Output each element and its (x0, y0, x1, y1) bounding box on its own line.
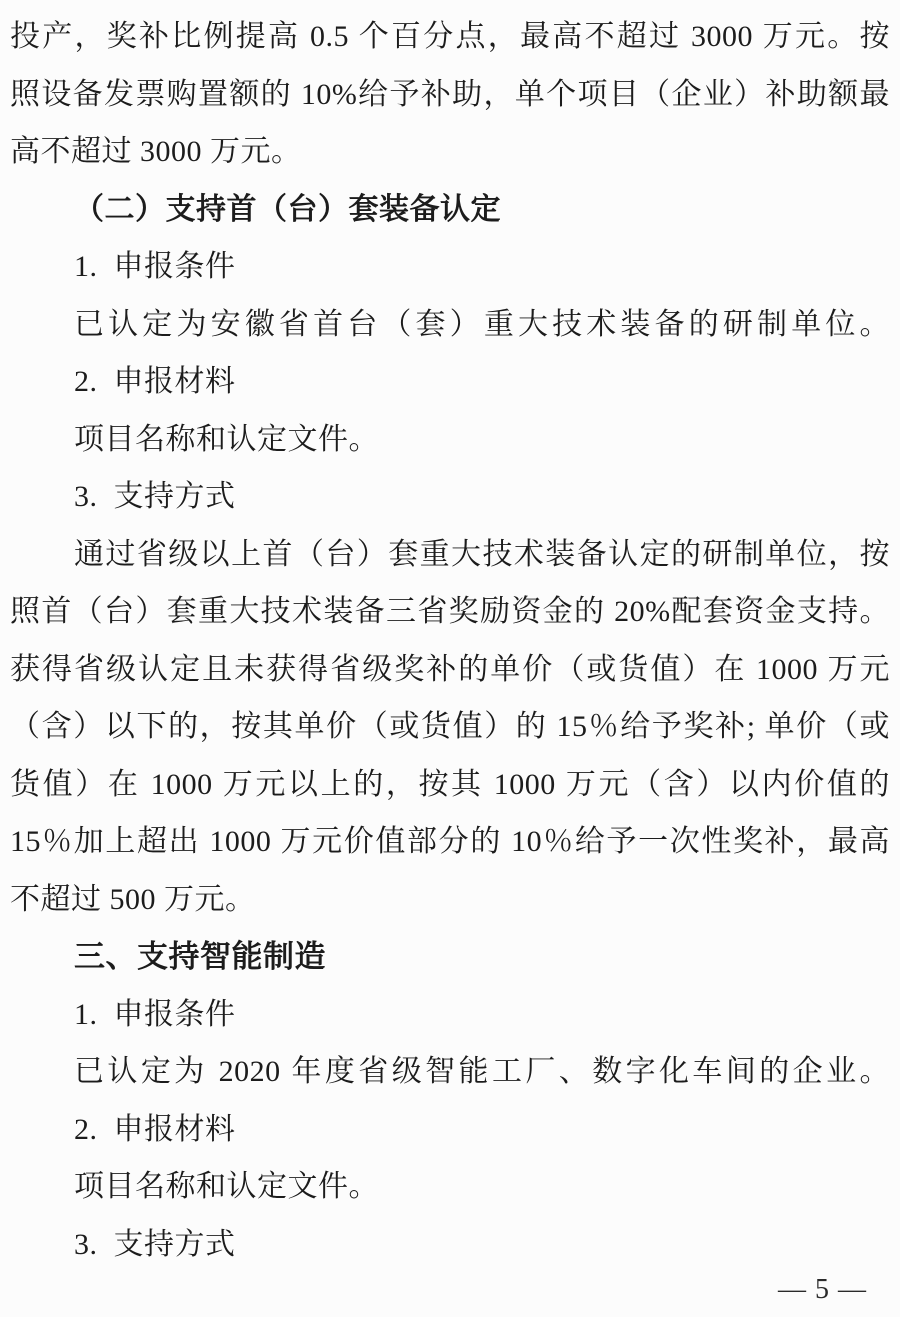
paragraph-line: （含）以下的，按其单价（或货值）的 15％给予奖补; 单价（或 (10, 710, 890, 743)
paragraph-line: 获得省级认定且未获得省级奖补的单价（或货值）在 1000 万元 (10, 652, 890, 686)
document-content (10, 8, 890, 1273)
paragraph-line: 不超过 500 万元。 (10, 882, 256, 916)
numbered-item: 2. 申报材料 (74, 1112, 236, 1146)
paragraph-line: 货值）在 1000 万元以上的，按其 1000 万元（含）以内价值的 (10, 767, 890, 801)
heading-section-2: （二）支持首（台）套装备认定 (74, 192, 501, 226)
paragraph-line: 照首（台）套重大技术装备三省奖励资金的 20%配套资金支持。 (10, 595, 890, 628)
paragraph-line: 已认定为安徽省首台（套）重大技术装备的研制单位。 (74, 307, 890, 341)
paragraph-line: 15％加上超出 1000 万元价值部分的 10％给予一次性奖补，最高 (10, 825, 890, 858)
numbered-item: 1. 申报条件 (74, 997, 236, 1031)
page-number: — 5 — (778, 1274, 867, 1305)
paragraph-line: 照设备发票购置额的 10%给予补助，单个项目（企业）补助额最 (10, 77, 890, 111)
heading-section-3: 三、支持智能制造 (74, 939, 326, 974)
numbered-item: 2. 申报材料 (74, 365, 236, 398)
numbered-item: 3. 支持方式 (74, 1227, 236, 1261)
numbered-item: 1. 申报条件 (74, 250, 236, 283)
numbered-item: 3. 支持方式 (74, 480, 236, 513)
paragraph-line: 高不超过 3000 万元。 (10, 135, 302, 168)
paragraph-line: 通过省级以上首（台）套重大技术装备认定的研制单位，按 (74, 537, 890, 571)
paragraph-line: 已认定为 2020 年度省级智能工厂、数字化车间的企业。 (74, 1055, 890, 1088)
paragraph-line: 项目名称和认定文件。 (74, 422, 379, 456)
paragraph-line: 项目名称和认定文件。 (74, 1170, 379, 1203)
paragraph-line: 投产，奖补比例提高 0.5 个百分点，最高不超过 3000 万元。按 (10, 20, 890, 53)
